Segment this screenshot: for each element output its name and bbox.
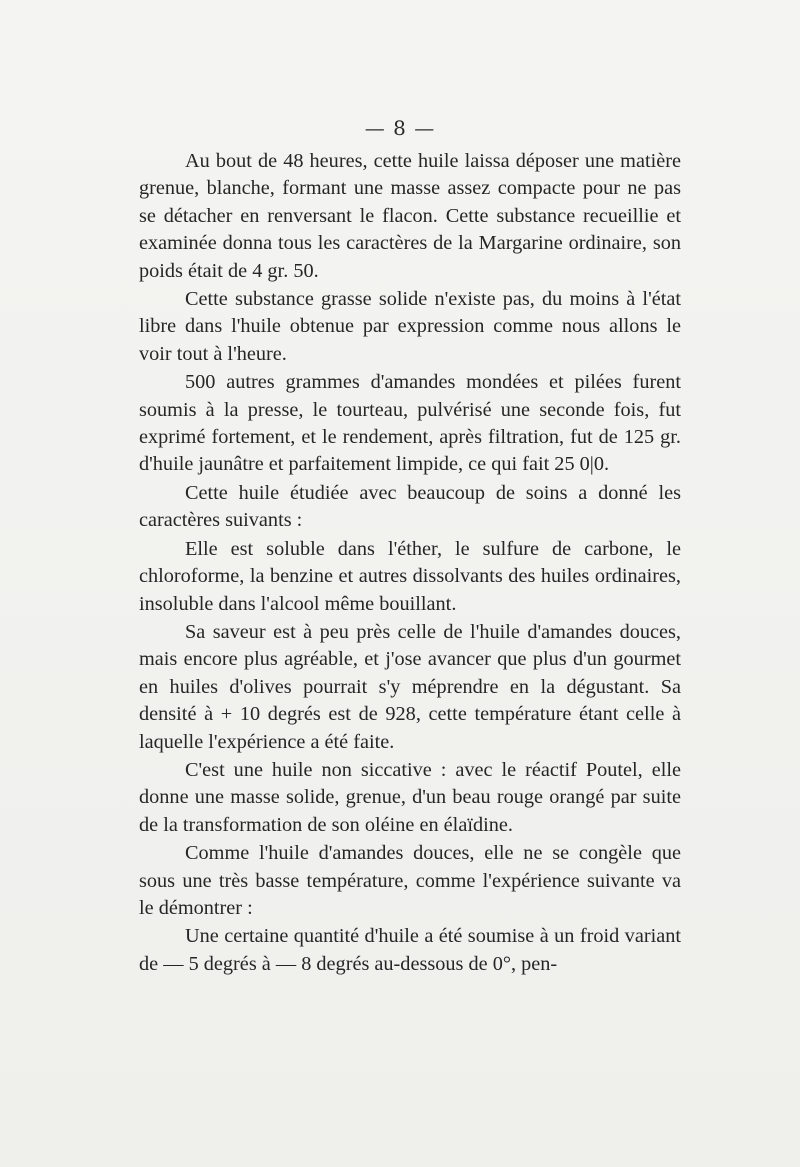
page-number: — 8 — xyxy=(364,116,436,140)
paragraph-solid-substance: Cette substance grasse solide n'existe pas, du moins à l'état libre dans l'huile obtenue par expression comme nous allons le voir tout à l'heure. xyxy=(139,288,681,365)
paragraph-press-yield: 500 autres grammes d'amandes mondées et pilées furent soumis à la presse, le tourteau, pulvérisé une seconde fois, fut exprimé fortement, et le rendement, après filtration, fut de 125 gr. d'huile jaunâtre et parfaitement limpide, ce qui fait 25 0|0. xyxy=(139,371,681,476)
paragraph-congealing: Comme l'huile d'amandes douces, elle ne se congèle que sous une très basse température, comme l'expérience suivante va le démontrer : xyxy=(139,842,681,919)
paragraph-cold-experiment: Une certaine quantité d'huile a été soumise à un froid variant de — 5 degrés à — 8 degrés au-dessous de 0°, pen- xyxy=(139,925,681,975)
paragraph-solubility: Elle est soluble dans l'éther, le sulfure de carbone, le chloroforme, la benzine et autres dissolvants des huiles ordinaires, insoluble dans l'alcool même bouillant. xyxy=(139,537,681,615)
paragraph-characteristics-intro: Cette huile étudiée avec beaucoup de soins a donné les caractères suivants : xyxy=(139,481,681,532)
paragraph-taste-density: Sa saveur est à peu près celle de l'huile d'amandes douces, mais encore plus agréable, et j'ose avancer que plus d'un gourmet en huiles d'olives pourrait s'y méprendre en la dégustant. Sa densité à + 10 degrés est de 928, cette température étant celle à laquelle l'expérience a été faite. xyxy=(139,620,681,753)
paragraph-margarine-deposit: Au bout de 48 heures, cette huile laissa déposer une matière grenue, blanche, formant une masse assez compacte pour ne pas se détacher en renversant le flacon. Cette substance recueillie et examinée donna tous les caractères de la Margarine ordinaire, son poids était de 4 gr. 50. xyxy=(139,150,681,282)
paragraph-non-siccative: C'est une huile non siccative : avec le réactif Poutel, elle donne une masse solide, grenue, d'un beau rouge orangé par suite de la transformation de son oléine en élaïdine. xyxy=(139,758,681,836)
body-text xyxy=(139,148,681,978)
